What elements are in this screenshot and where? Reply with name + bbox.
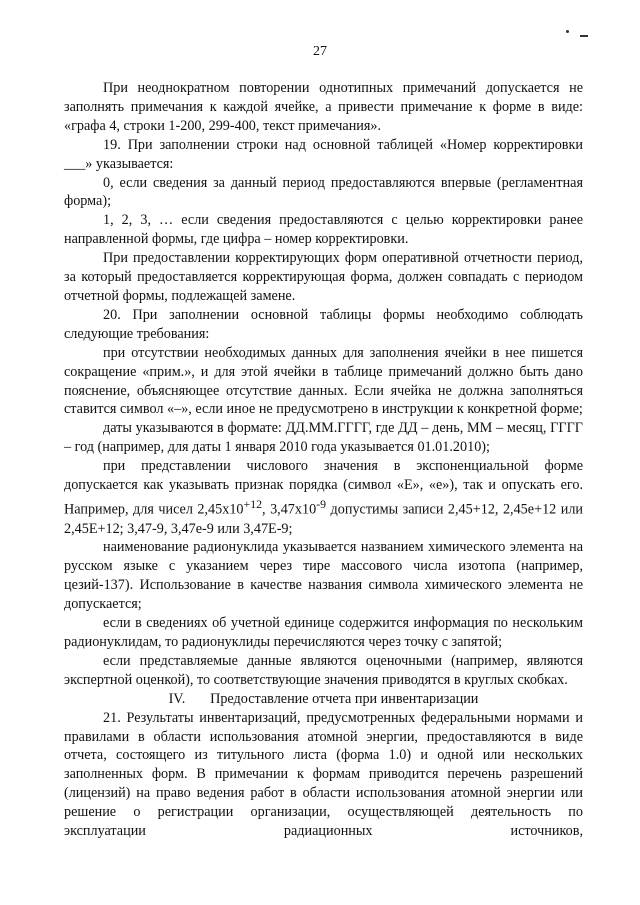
page-number: 27 — [313, 44, 327, 59]
paragraph-20: 20. При заполнении основной таблицы формы необходимо соблюдать следующие требования: — [64, 306, 583, 342]
list-item: даты указываются в формате: ДД.ММ.ГГГГ, где ДД – день, ММ – месяц, ГГГГ – год (например, для даты 1 января 2010 года указывается 01.01.2010); — [64, 420, 583, 456]
list-item: если в сведениях об учетной единице содержится информация по нескольким радионуклидам, то радионуклиды перечисляются через точку с запятой; — [64, 615, 583, 651]
paragraph-corrective-forms: При предоставлении корректирующих форм оперативной отчетности период, за который предоставляется корректирующая форма, должен совпадать с периодом отчетной формы, подлежащей замене. — [64, 250, 583, 304]
text-span: при представлении числового значения в экспоненциальной форме допускается как указывать признак порядка (символ «Е», «е»), так и опускать его. Например, для чисел 2,45x10 — [64, 458, 583, 518]
list-item: наименование радионуклида указывается названием химического элемента на русском языке с указанием через тире массового числа изотопа (например, цезий-137). Использование в качестве названия символа химического элемента не допускается; — [64, 539, 583, 613]
superscript: -9 — [316, 496, 327, 511]
section-title: Предоставление отчета при инвентаризации — [210, 690, 479, 707]
superscript: +12 — [243, 496, 263, 511]
list-item-exponent — [64, 457, 583, 538]
section-number: IV. — [168, 690, 186, 707]
document-body — [64, 79, 583, 841]
text-span: , 3,47x10 — [262, 501, 317, 518]
scan-mark — [580, 35, 588, 37]
text-span: допустимы записи 2,45+12, 2,45е+12 или 2,45Е+12; 3,47-9, 3,47е-9 или 3,47Е-9; — [64, 501, 584, 537]
list-item: если представляемые данные являются оценочными (например, являются экспертной оценкой), то соответствующие значения приводятся в круглых скобках. — [64, 652, 583, 688]
section-heading — [64, 690, 583, 709]
paragraph-note-repetition: При неоднократном повторении однотипных примечаний допускается не заполнять примечания к каждой ячейке, а привести примечание к форме в виде: «графа 4, строки 1-200, 299-400, текст примечания». — [64, 80, 583, 134]
paragraph-19: 19. При заполнении строки над основной таблицей «Номер корректировки ___» указывается: — [64, 136, 583, 172]
list-item: при отсутствии необходимых данных для заполнения ячейки в нее пишется сокращение «прим.», и для этой ячейки в таблице примечаний должно быть дано пояснение, объясняющее отсутствие данных. Если ячейка не должна заполняться ставится символ «–», если иное не предусмотрено в инструкции к конкретной форме; — [64, 344, 583, 418]
list-item: 1, 2, 3, … если сведения предоставляются с целью корректировки ранее направленной формы, где цифра – номер корректировки. — [64, 212, 583, 248]
list-item: 0, если сведения за данный период предоставляются впервые (регламентная форма); — [64, 174, 583, 210]
paragraph-21: 21. Результаты инвентаризаций, предусмотренных федеральными нормами и правилами в области использования атомной энергии, предоставляются в виде отчета, состоящего из титульного листа (форма 1.0) и одной или нескольких заполненных форм. В примечании к формам приводится перечень разрешений (лицензий) на право ведения работ в области использования атомной энергии или решение о регистрации организации, осуществляющей деятельность по эксплуатации радиационных источников, — [64, 709, 583, 840]
scan-mark — [566, 30, 569, 33]
